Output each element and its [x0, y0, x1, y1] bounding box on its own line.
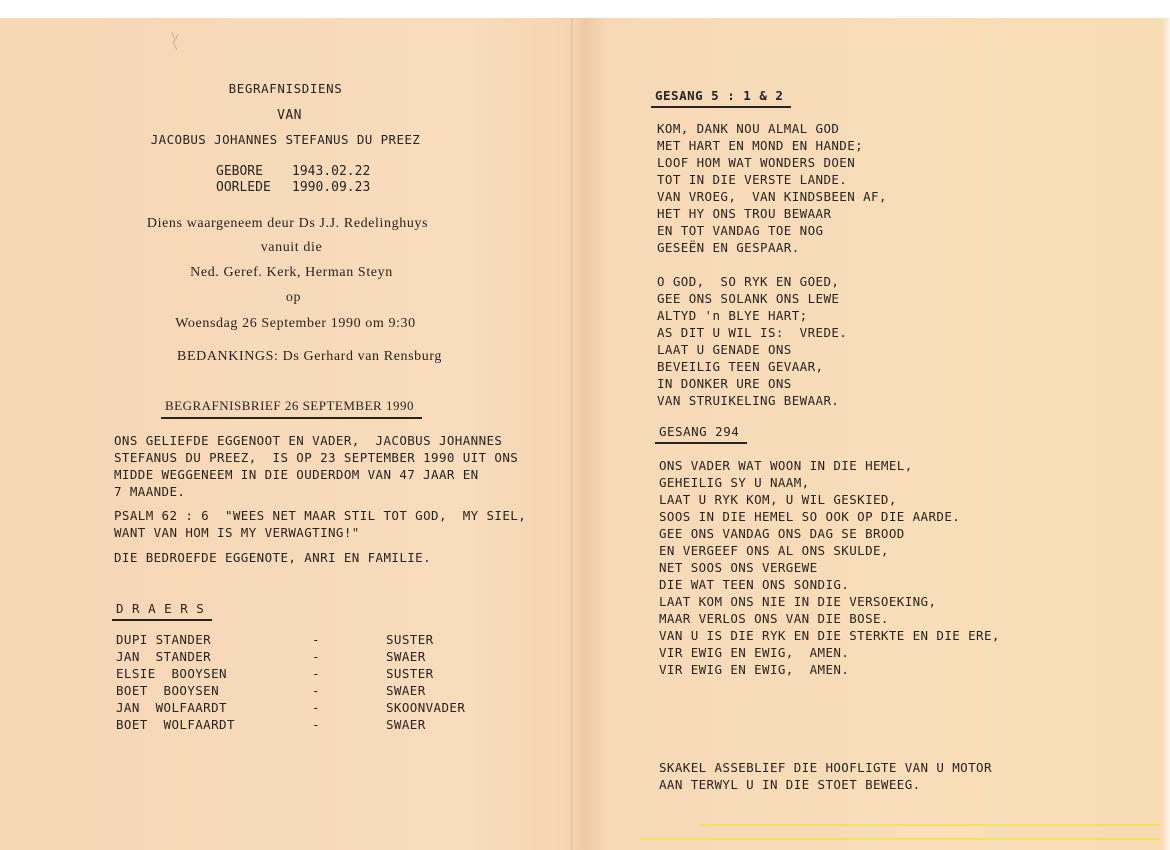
hymn-line: VIR EWIG EN EWIG, AMEN.	[659, 645, 850, 660]
hymn-line: NET SOOS ONS VERGEWE	[659, 560, 818, 575]
from-label: vanuit die	[260, 240, 323, 255]
deceased-name: JACOBUS JOHANNES STEFANUS DU PREEZ	[150, 132, 421, 147]
funeral-program-sheet	[0, 18, 1170, 850]
hymn-line: GEHEILIG SY U NAAM,	[659, 475, 810, 490]
born-label: GEBORE	[216, 164, 263, 179]
list-item	[116, 632, 536, 649]
bearer-relation: SKOONVADER	[386, 700, 466, 715]
bearer-relation: SWAER	[386, 717, 426, 732]
bearer-dash: -	[312, 683, 320, 698]
church-name: Ned. Geref. Kerk, Herman Steyn	[190, 265, 393, 280]
psalm-quote	[114, 507, 526, 541]
hymn-line: KOM, DANK NOU ALMAL GOD	[657, 121, 840, 136]
died-date: 1990.09.23	[292, 180, 371, 195]
hymn-line: IN DONKER URE ONS	[657, 376, 792, 391]
hymn2-heading: GESANG 294	[659, 424, 740, 439]
hymn-line: GEE ONS SOLANK ONS LEWE	[657, 291, 840, 306]
born-date: 1943.02.22	[292, 164, 371, 179]
bearer-name: JAN STANDER	[116, 649, 212, 664]
hymn-line: MET HART EN MOND EN HANDE;	[657, 138, 864, 153]
hymn-line: LAAT U GENADE ONS	[657, 342, 792, 357]
notice-line: AAN TERWYL U IN DIE STOET BEWEEG.	[659, 777, 921, 792]
notice-line: SKAKEL ASSEBLIEF DIE HOOFLIGTE VAN U MOTOR	[659, 760, 992, 775]
bearer-name: DUPI STANDER	[116, 632, 212, 647]
hymn-line: TOT IN DIE VERSTE LANDE.	[657, 172, 848, 187]
hymn-line: HET HY ONS TROU BEWAAR	[657, 206, 832, 221]
letter-line: STEFANUS DU PREEZ, IS OP 23 SEPTEMBER 1990 UIT ONS	[114, 450, 519, 465]
bearer-relation: SWAER	[386, 683, 426, 698]
bearer-relation: SWAER	[386, 649, 426, 664]
bearer-name: BOET BOOYSEN	[116, 683, 220, 698]
hymn-line: LAAT KOM ONS NIE IN DIE VERSOEKING,	[659, 594, 937, 609]
service-title: BEGRAFNISDIENS	[228, 81, 343, 96]
bearer-dash: -	[312, 700, 320, 715]
bearer-dash: -	[312, 666, 320, 681]
bearer-dash: -	[312, 632, 320, 647]
hymn-line: VAN U IS DIE RYK EN DIE STERKTE EN DIE ERE,	[659, 628, 1000, 643]
right-page	[574, 18, 1164, 850]
hymn-line: ONS VADER WAT WOON IN DIE HEMEL,	[659, 458, 913, 473]
letter-line: ONS GELIEFDE EGGENOOT EN VADER, JACOBUS JOHANNES	[114, 433, 503, 448]
list-item	[116, 700, 536, 717]
family-signature	[114, 549, 431, 566]
hymn-line: BEVEILIG TEEN GEVAAR,	[657, 359, 824, 374]
hymn1-verse2	[657, 273, 847, 409]
hymn-line: VAN STRUIKELING BEWAAR.	[657, 393, 840, 408]
hymn-line: EN TOT VANDAG TOE NOG	[657, 223, 824, 238]
hymn-line: EN VERGEEF ONS AL ONS SKULDE,	[659, 543, 889, 558]
hymn2-text	[659, 457, 1000, 678]
list-item	[116, 666, 536, 683]
service-officiant: Diens waargeneem deur Ds J.J. Redelinghuys	[146, 216, 429, 231]
letter-line: 7 MAANDE.	[114, 484, 186, 499]
hymn-line: LAAT U RYK KOM, U WIL GESKIED,	[659, 492, 897, 507]
hymn-line: AS DIT U WIL IS: VREDE.	[657, 325, 848, 340]
died-label: OORLEDE	[216, 180, 271, 195]
hymn-line: ALTYD 'n BLYE HART;	[657, 308, 808, 323]
hymn-line: LOOF HOM WAT WONDERS DOEN	[657, 155, 856, 170]
psalm-line: PSALM 62 : 6 "WEES NET MAAR STIL TOT GOD, MY SIEL,	[114, 508, 527, 523]
van-label: VAN	[277, 108, 302, 123]
psalm-line: WANT VAN HOM IS MY VERWAGTING!"	[114, 525, 360, 540]
hymn-line: GEE ONS VANDAG ONS DAG SE BROOD	[659, 526, 905, 541]
letter-line: MIDDE WEGGENEEM IN DIE OUDERDOM VAN 47 JAAR EN	[114, 467, 479, 482]
hymn-line: SOOS IN DIE HEMEL SO OOK OP DIE AARDE.	[659, 509, 961, 524]
bearer-dash: -	[312, 717, 320, 732]
hymn-line: MAAR VERLOS ONS VAN DIE BOSE.	[659, 611, 889, 626]
bearers-heading: D R A E R S	[116, 601, 205, 616]
list-item	[116, 717, 536, 734]
hymn-line: GESEËN EN GESPAAR.	[657, 240, 800, 255]
hymn-line: VIR EWIG EN EWIG, AMEN.	[659, 662, 850, 677]
bearer-name: BOET WOLFAARDT	[116, 717, 235, 732]
headlights-notice	[659, 759, 992, 793]
thanks-line: BEDANKINGS: Ds Gerhard van Rensburg	[177, 349, 442, 364]
bearer-relation: SUSTER	[386, 632, 434, 647]
bearers-list	[116, 632, 536, 734]
hymn1-verse1	[657, 120, 887, 256]
life-dates	[216, 164, 370, 196]
list-item	[116, 683, 536, 700]
service-datetime: Woensdag 26 September 1990 om 9:30	[175, 316, 416, 331]
hymn-line: DIE WAT TEEN ONS SONDIG.	[659, 577, 850, 592]
on-label: op	[285, 290, 302, 305]
bearer-name: ELSIE BOOYSEN	[116, 666, 227, 681]
hymn-line: VAN VROEG, VAN KINDSBEEN AF,	[657, 189, 887, 204]
bearer-name: JAN WOLFAARDT	[116, 700, 227, 715]
left-page	[0, 18, 571, 850]
hymn-line: O GOD, SO RYK EN GOED,	[657, 274, 840, 289]
hymn1-heading: GESANG 5 : 1 & 2	[655, 88, 784, 103]
bearer-relation: SUSTER	[386, 666, 434, 681]
letter-heading: BEGRAFNISBRIEF 26 SEPTEMBER 1990	[165, 398, 414, 413]
bearer-dash: -	[312, 649, 320, 664]
family-line: DIE BEDROEFDE EGGENOTE, ANRI EN FAMILIE.	[114, 550, 432, 565]
letter-body	[114, 432, 518, 500]
list-item	[116, 649, 536, 666]
